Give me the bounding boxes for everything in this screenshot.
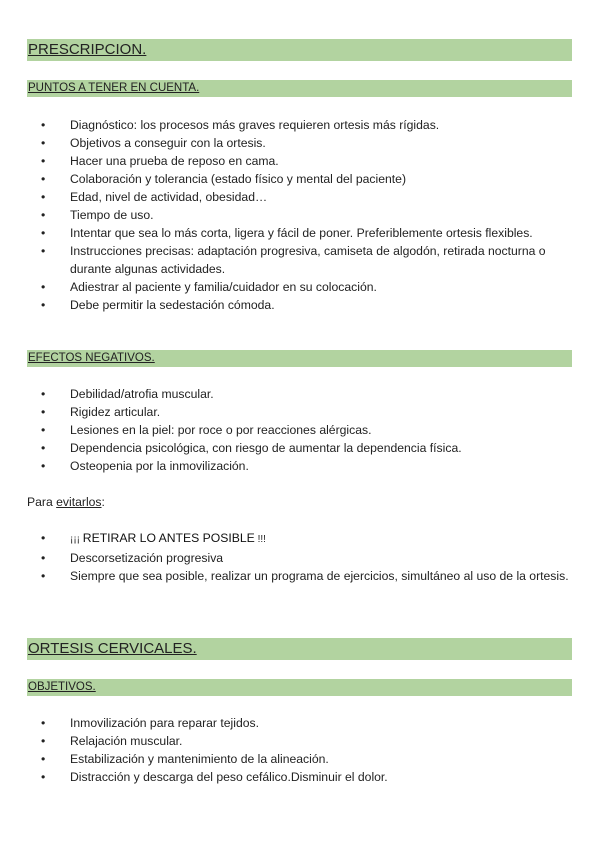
bullet-icon: • <box>41 136 46 150</box>
bullet-icon: • <box>41 118 46 132</box>
evitarlos-paragraph: Para evitarlos: <box>27 495 105 509</box>
list-objetivos <box>27 714 572 786</box>
list-item: • Diagnóstico: los procesos más graves requieren ortesis más rígidas. <box>41 118 440 132</box>
list-item: • Tiempo de uso. <box>41 208 154 222</box>
bullet-icon: • <box>41 441 46 455</box>
list-item: • Relajación muscular. <box>41 734 183 748</box>
bullet-icon: • <box>41 734 46 748</box>
list-item: • Lesiones en la piel: por roce o por reacciones alérgicas. <box>41 423 372 437</box>
list-item: • Hacer una prueba de reposo en cama. <box>41 154 279 168</box>
list-item: • Siempre que sea posible, realizar un programa de ejercicios, simultáneo al uso de la ortesis. <box>41 569 569 583</box>
bullet-icon: • <box>41 531 46 545</box>
heading-puntos: PUNTOS A TENER EN CUENTA. <box>27 80 572 97</box>
list-item: • Objetivos a conseguir con la ortesis. <box>41 136 266 150</box>
bullet-icon: • <box>41 569 46 583</box>
list-item: • Edad, nivel de actividad, obesidad… <box>41 190 268 204</box>
list-item: • ¡¡¡ RETIRAR LO ANTES POSIBLE !!! <box>41 531 266 545</box>
bullet-icon: • <box>41 387 46 401</box>
list-item: • Rigidez articular. <box>41 405 161 419</box>
bullet-icon: • <box>41 298 46 312</box>
heading-objetivos: OBJETIVOS. <box>27 679 572 696</box>
section-title-cervicales: ORTESIS CERVICALES. <box>27 638 572 660</box>
bullet-icon: • <box>41 208 46 222</box>
bullet-icon: • <box>41 244 46 258</box>
bullet-icon: • <box>41 551 46 565</box>
evitarlos-word: evitarlos <box>56 495 102 509</box>
list-item: • Descorsetización progresiva <box>41 551 224 565</box>
bullet-icon: • <box>41 154 46 168</box>
bullet-icon: • <box>41 190 46 204</box>
list-item: • Debilidad/atrofia muscular. <box>41 387 214 401</box>
list-puntos <box>27 116 572 314</box>
bullet-icon: • <box>41 405 46 419</box>
bullet-icon: • <box>41 423 46 437</box>
bullet-icon: • <box>41 752 46 766</box>
section-title-prescripcion: PRESCRIPCION. <box>27 39 572 61</box>
list-item: • Distracción y descarga del peso cefálico.Disminuir el dolor. <box>41 770 388 784</box>
bullet-icon: • <box>41 716 46 730</box>
list-evitar <box>27 529 572 585</box>
list-item: • Debe permitir la sedestación cómoda. <box>41 298 275 312</box>
bullet-icon: • <box>41 280 46 294</box>
list-item: • Intentar que sea lo más corta, ligera y fácil de poner. Preferiblemente ortesis flexibles. <box>41 226 533 240</box>
list-item: • Dependencia psicológica, con riesgo de aumentar la dependencia física. <box>41 441 462 455</box>
list-item: • Adiestrar al paciente y familia/cuidador en su colocación. <box>41 280 377 294</box>
bullet-icon: • <box>41 226 46 240</box>
list-efectos <box>27 385 572 475</box>
heading-efectos: EFECTOS NEGATIVOS. <box>27 350 572 367</box>
list-item: • Inmovilización para reparar tejidos. <box>41 716 259 730</box>
list-item: • Estabilización y mantenimiento de la alineación. <box>41 752 329 766</box>
bullet-icon: • <box>41 459 46 473</box>
list-item: • Instrucciones precisas: adaptación progresiva, camiseta de algodón, retirada nocturna o durante algunas actividades. <box>41 244 546 276</box>
bullet-icon: • <box>41 172 46 186</box>
bullet-icon: • <box>41 770 46 784</box>
list-item: • Colaboración y tolerancia (estado físico y mental del paciente) <box>41 172 407 186</box>
list-item: • Osteopenia por la inmovilización. <box>41 459 249 473</box>
